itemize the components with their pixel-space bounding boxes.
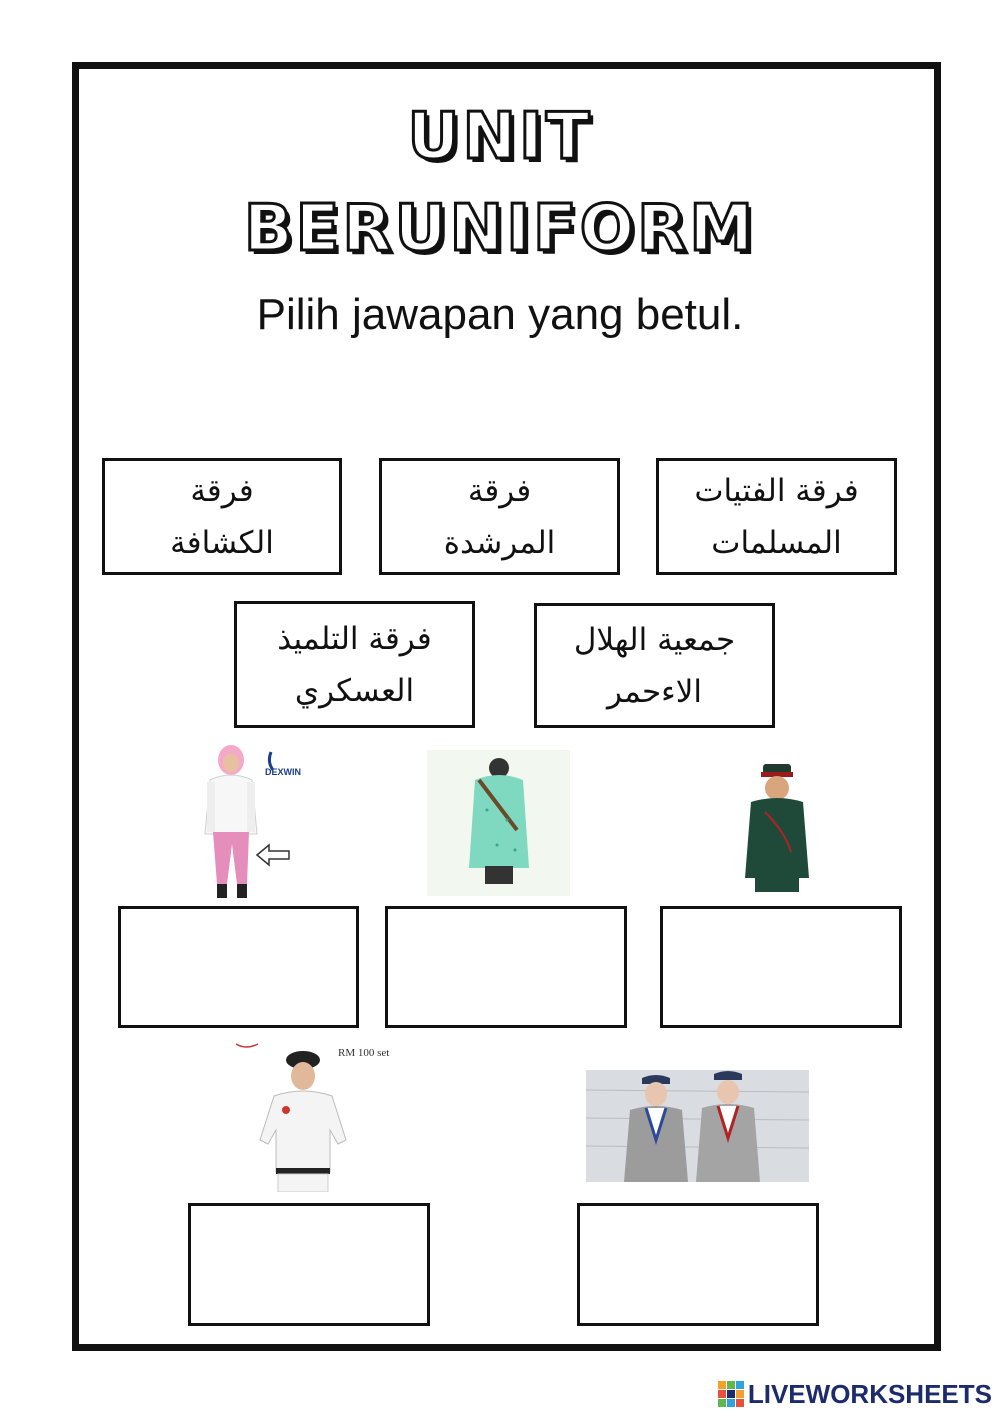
uniform-picture-scouts bbox=[586, 1070, 809, 1182]
uniform-figure-image bbox=[705, 750, 847, 895]
uniform-picture-red-crescent bbox=[230, 1040, 410, 1192]
instruction-text: Pilih jawapan yang betul. bbox=[256, 290, 744, 339]
option-line: الكشافة bbox=[170, 524, 274, 561]
option-line: المرشدة bbox=[443, 524, 556, 561]
liveworksheets-logo-icon bbox=[718, 1381, 744, 1407]
title-line-1: UNIT bbox=[407, 100, 593, 174]
option-line: الاءحمر bbox=[606, 673, 703, 710]
uniform-figure-image bbox=[586, 1070, 809, 1182]
answer-box-5[interactable] bbox=[577, 1203, 819, 1326]
option-guides[interactable] bbox=[379, 458, 620, 575]
option-muslim-girls[interactable] bbox=[656, 458, 897, 575]
uniform-figure-image bbox=[165, 742, 330, 904]
title-line-2: BERUNIFORM bbox=[243, 192, 757, 266]
option-cadet[interactable] bbox=[234, 601, 475, 728]
option-line: فرقة bbox=[190, 472, 254, 509]
uniform-picture-guides bbox=[427, 750, 570, 896]
answer-box-4[interactable] bbox=[188, 1203, 430, 1326]
option-line: جمعية الهلال bbox=[573, 621, 736, 658]
option-red-crescent[interactable] bbox=[534, 603, 775, 728]
brand-label: DEXWIN bbox=[265, 767, 301, 777]
option-line: فرقة التلميذ bbox=[277, 620, 432, 657]
option-line: العسكري bbox=[294, 672, 415, 709]
price-label: RM 100 set bbox=[338, 1047, 390, 1059]
uniform-figure-image bbox=[427, 750, 570, 896]
answer-box-2[interactable] bbox=[385, 906, 627, 1028]
uniform-figure-image bbox=[230, 1040, 410, 1192]
answer-box-1[interactable] bbox=[118, 906, 359, 1028]
answer-box-3[interactable] bbox=[660, 906, 902, 1028]
liveworksheets-brand: LIVEWORKSHEETS bbox=[747, 1378, 992, 1409]
uniform-picture-muslim-girls bbox=[165, 742, 330, 904]
option-line: فرقة الفتيات bbox=[694, 472, 859, 509]
option-line: المسلمات bbox=[711, 524, 842, 561]
uniform-picture-cadet bbox=[705, 750, 847, 895]
option-scouts[interactable] bbox=[102, 458, 342, 575]
option-line: فرقة bbox=[467, 472, 532, 509]
liveworksheets-logo bbox=[718, 1378, 992, 1410]
